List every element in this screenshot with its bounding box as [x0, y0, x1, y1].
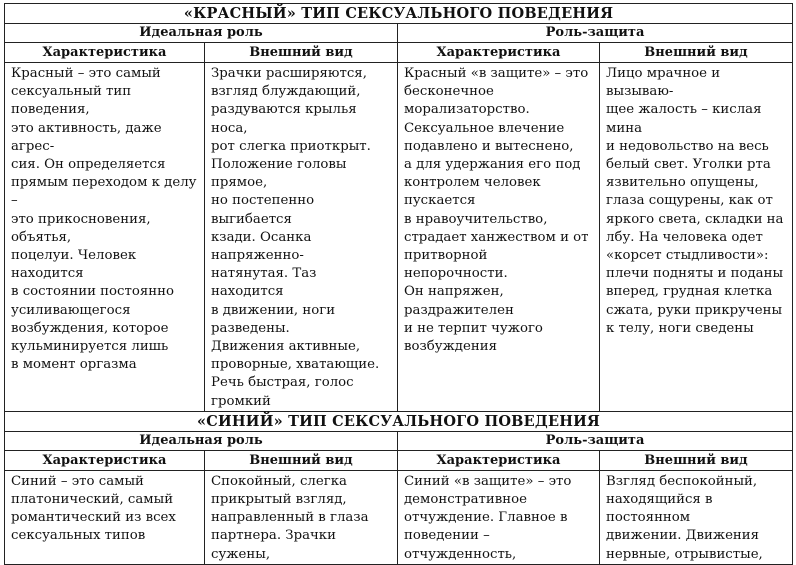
behavior-types-table	[4, 3, 793, 565]
blue-ideal-characteristic-text: Синий – это самый платонический, самый романтический из всех сексуальных типов	[5, 470, 205, 564]
red-ideal-role-header: Идеальная роль	[5, 24, 398, 43]
red-type-title: «КРАСНЫЙ» ТИП СЕКСУАЛЬНОГО ПОВЕДЕНИЯ	[5, 4, 793, 24]
red-protective-appearance-header: Внешний вид	[600, 43, 793, 63]
blue-protective-characteristic-header: Характеристика	[398, 450, 600, 470]
red-ideal-characteristic-header: Характеристика	[5, 43, 205, 63]
blue-type-section	[5, 411, 793, 564]
blue-protective-role-header: Роль-защита	[398, 431, 793, 450]
blue-ideal-characteristic-header: Характеристика	[5, 450, 205, 470]
red-protective-characteristic-text: Красный «в защите» – это бесконечное морализаторство. Сексуальное влечение подавлено и вытеснено, а для удержания его под контролем человек пускается в нравоучительство, страдает ханжеством и от притворной непорочности. Он напряжен, раздражителен и не терпит чужого возбуждения	[398, 63, 600, 412]
blue-protective-characteristic-text: Синий «в защите» – это демонстративное отчуждение. Главное в поведении – отчужденность,	[398, 470, 600, 564]
red-ideal-appearance-header: Внешний вид	[205, 43, 398, 63]
red-protective-characteristic-header: Характеристика	[398, 43, 600, 63]
red-ideal-characteristic-text: Красный – это самый сексуальный тип поведения, это активность, даже агрес- сия. Он определяется прямым переходом к делу – это прикосновения, объятья, поцелуи. Человек находится в состоянии постоянно усиливающегося возбуждения, которое кульминируется лишь в момент оргазма	[5, 63, 205, 412]
document-page	[4, 3, 792, 565]
blue-ideal-appearance-text: Спокойный, слегка прикрытый взгляд, направленный в глаза партнера. Зрачки сужены,	[205, 470, 398, 564]
blue-ideal-appearance-header: Внешний вид	[205, 450, 398, 470]
red-protective-role-header: Роль-защита	[398, 24, 793, 43]
blue-protective-appearance-header: Внешний вид	[600, 450, 793, 470]
red-ideal-appearance-text: Зрачки расширяются, взгляд блуждающий, раздуваются крылья носа, рот слегка приоткрыт. Положение головы прямое, но постепенно выгибается кзади. Осанка напряженно- натянутая. Таз находится в движении, ноги разведены. Движения активные, проворные, хватающие. Речь быстрая, голос громкий	[205, 63, 398, 412]
red-type-section	[5, 4, 793, 412]
blue-type-title: «СИНИЙ» ТИП СЕКСУАЛЬНОГО ПОВЕДЕНИЯ	[5, 411, 793, 431]
blue-ideal-role-header: Идеальная роль	[5, 431, 398, 450]
blue-protective-appearance-text: Взгляд беспокойный, находящийся в постоянном движении. Движения нервные, отрывистые,	[600, 470, 793, 564]
red-protective-appearance-text: Лицо мрачное и вызываю- щее жалость – кислая мина и недовольство на весь белый свет. Уголки рта язвительно опущены, глаза сощурены, как от яркого света, складки на лбу. На человека одет «корсет стыдливости»: плечи подняты и поданы вперед, грудная клетка сжата, руки прикручены к телу, ноги сведены	[600, 63, 793, 412]
